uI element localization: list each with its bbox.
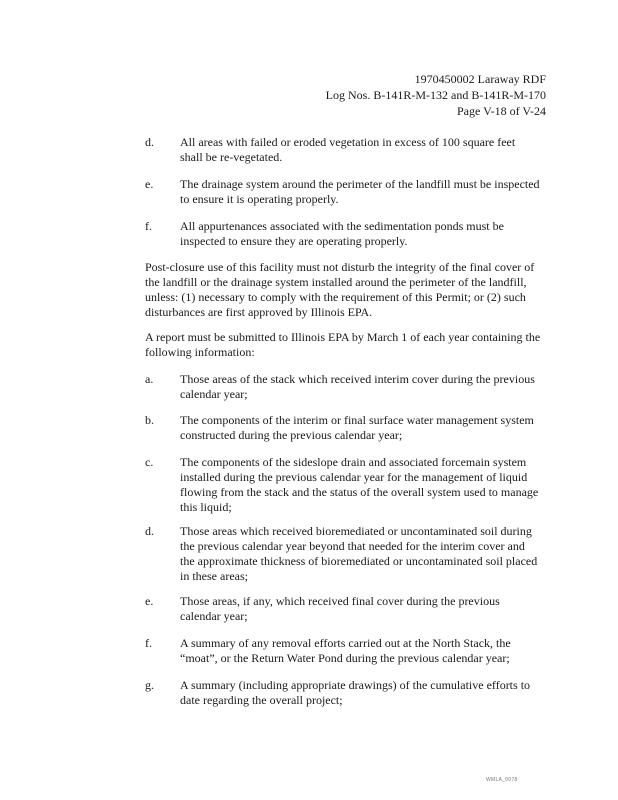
page-header: [326, 71, 546, 119]
list-item-text: The drainage system around the perimeter of the landfill must be inspected to ensure it is operating properly.: [180, 177, 540, 206]
list-item-text: Those areas of the stack which received interim cover during the previous calendar year;: [180, 372, 535, 401]
list-item-letter: f.: [145, 636, 152, 650]
list-item-text: Those areas which received bioremediated or uncontaminated soil during the previous calendar year beyond that needed for the interim cover and the approximate thickness of bioremediated or uncontaminated soil placed in these areas;: [180, 524, 538, 583]
list-item-letter: d.: [145, 135, 154, 149]
list-item-text: All appurtenances associated with the sedimentation ponds must be inspected to ensure they are operating properly.: [180, 219, 504, 248]
list-item-text: A summary (including appropriate drawings) of the cumulative efforts to date regarding the overall project;: [180, 678, 531, 707]
report-intro-paragraph: A report must be submitted to Illinois EPA by March 1 of each year containing the following information:: [145, 330, 541, 359]
bates-number: WMLA_0078: [486, 777, 518, 783]
list-item-letter: g.: [145, 678, 154, 692]
list-item-letter: e.: [145, 177, 154, 191]
list-item-letter: b.: [145, 413, 154, 427]
header-permit-facility: 1970450002 Laraway RDF: [414, 72, 546, 86]
list-item-text: The components of the sideslope drain and associated forcemain system installed during the previous calendar year for the management of liquid flowing from the stack and the status of the overall system used to manage this liquid;: [180, 455, 539, 514]
list-item-letter: d.: [145, 524, 154, 538]
header-page-number: Page V-18 of V-24: [456, 104, 546, 118]
list-item-letter: c.: [145, 455, 154, 469]
header-log-numbers: Log Nos. B-141R-M-132 and B-141R-M-170: [325, 88, 546, 102]
list-item-text: All areas with failed or eroded vegetation in excess of 100 square feet shall be re-vegetated.: [180, 135, 516, 164]
list-item-letter: e.: [145, 594, 154, 608]
list-item-letter: f.: [145, 219, 152, 233]
list-item-text: Those areas, if any, which received final cover during the previous calendar year;: [180, 594, 500, 623]
list-item-text: A summary of any removal efforts carried out at the North Stack, the “moat”, or the Return Water Pond during the previous calendar year;: [180, 636, 511, 665]
list-item-text: The components of the interim or final surface water management system constructed during the previous calendar year;: [180, 413, 534, 442]
list-item-letter: a.: [145, 372, 154, 386]
post-closure-paragraph: Post-closure use of this facility must not disturb the integrity of the final cover of the landfill or the drainage system installed around the perimeter of the landfill, unless: (1) necessary to comply with the requirement of this Permit; or (2) such disturbances are first approved by Illinois EPA.: [145, 260, 535, 319]
